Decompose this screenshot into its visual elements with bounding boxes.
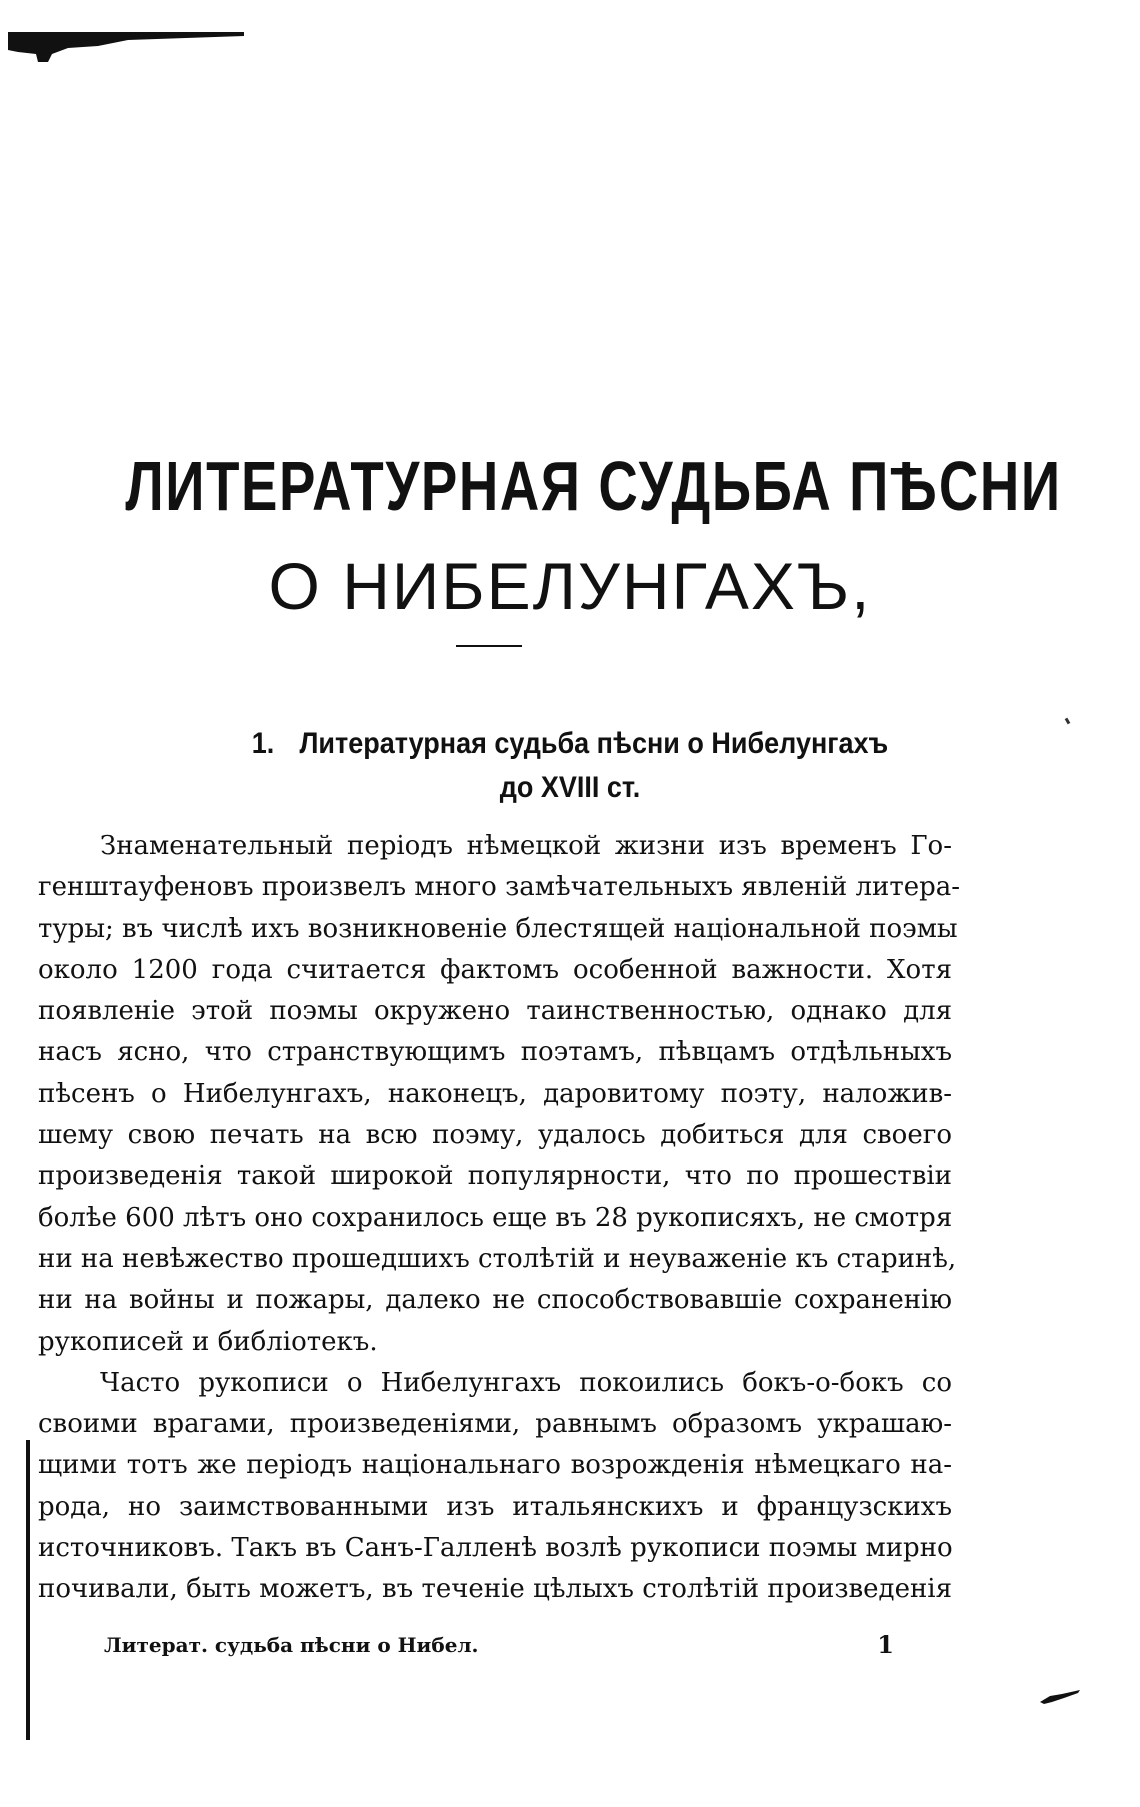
text-line: почивали, быть можетъ, въ теченіе цѣлыхъ столѣтій произведенія <box>38 1574 952 1605</box>
scan-artifact-bottom-right <box>1040 1690 1080 1704</box>
text-line: рукописей и библіотекъ. <box>38 1326 378 1357</box>
text-line: генштауфеновъ произвелъ много замѣчательныхъ явленій литера- <box>38 872 961 903</box>
page-number: 1 <box>877 1630 894 1659</box>
text-line: источниковъ. Такъ въ Санъ-Галленѣ возлѣ рукописи поэмы мирно <box>38 1533 953 1564</box>
text-line: рода, но заимствованными изъ итальянскихъ и французскихъ <box>38 1491 952 1522</box>
text-line: шему свою печать на всю поэму, удалось добиться для своего <box>38 1120 952 1151</box>
text-line: ни на войны и пожары, далеко не способствовавшіе сохраненію <box>38 1285 952 1316</box>
chapter-heading-line-1: Литературная судьба пѣсни о Нибелунгахъ <box>299 727 889 760</box>
text-line: насъ ясно, что странствующимъ поэтамъ, пѣвцамъ отдѣльныхъ <box>38 1037 952 1068</box>
text-line: пѣсенъ о Нибелунгахъ, наконецъ, даровитому поэту, наложив- <box>38 1078 952 1109</box>
chapter-heading <box>57 722 1083 810</box>
scan-artifact-top-left <box>8 32 244 64</box>
chapter-heading-line-2: до XVIII ст. <box>499 771 641 804</box>
text-line: болѣе 600 лѣтъ оно сохранилось еще въ 28 рукописяхъ, не смотря <box>38 1202 953 1233</box>
text-line: появленіе этой поэмы окружено таинственностью, однако для <box>38 996 952 1027</box>
text-line: туры; въ числѣ ихъ возникновеніе блестящей національной поэмы <box>38 913 958 944</box>
scan-artifact-left-edge <box>26 1440 30 1740</box>
running-title: Литерат. судьба пѣсни о Нибел. <box>104 1633 479 1657</box>
text-line: своими врагами, произведеніями, равнымъ образомъ украшаю- <box>38 1409 952 1440</box>
title-divider <box>456 645 522 647</box>
book-title-line-1: ЛИТЕРАТУРНАЯ СУДЬБА ПѢСНИ <box>125 447 1062 525</box>
book-title-line-2: О НИБЕЛУНГАХЪ, <box>268 549 872 623</box>
text-line: ни на невѣжество прошедшихъ столѣтій и неуваженіе къ старинѣ, <box>38 1243 957 1274</box>
text-line: около 1200 года считается фактомъ особенной важности. Хотя <box>38 954 952 985</box>
body-text <box>38 826 961 1611</box>
text-line: Часто рукописи о Нибелунгахъ покоились бокъ-о-бокъ со <box>100 1367 952 1398</box>
text-line: щими тотъ же періодъ національнаго возрожденія нѣмецкаго на- <box>38 1450 952 1481</box>
text-line: Знаменательный періодъ нѣмецкой жизни изъ временъ Го- <box>100 831 952 861</box>
text-line: произведенія такой широкой популярности, что по прошествіи <box>38 1161 952 1192</box>
chapter-number: 1. <box>251 727 275 760</box>
